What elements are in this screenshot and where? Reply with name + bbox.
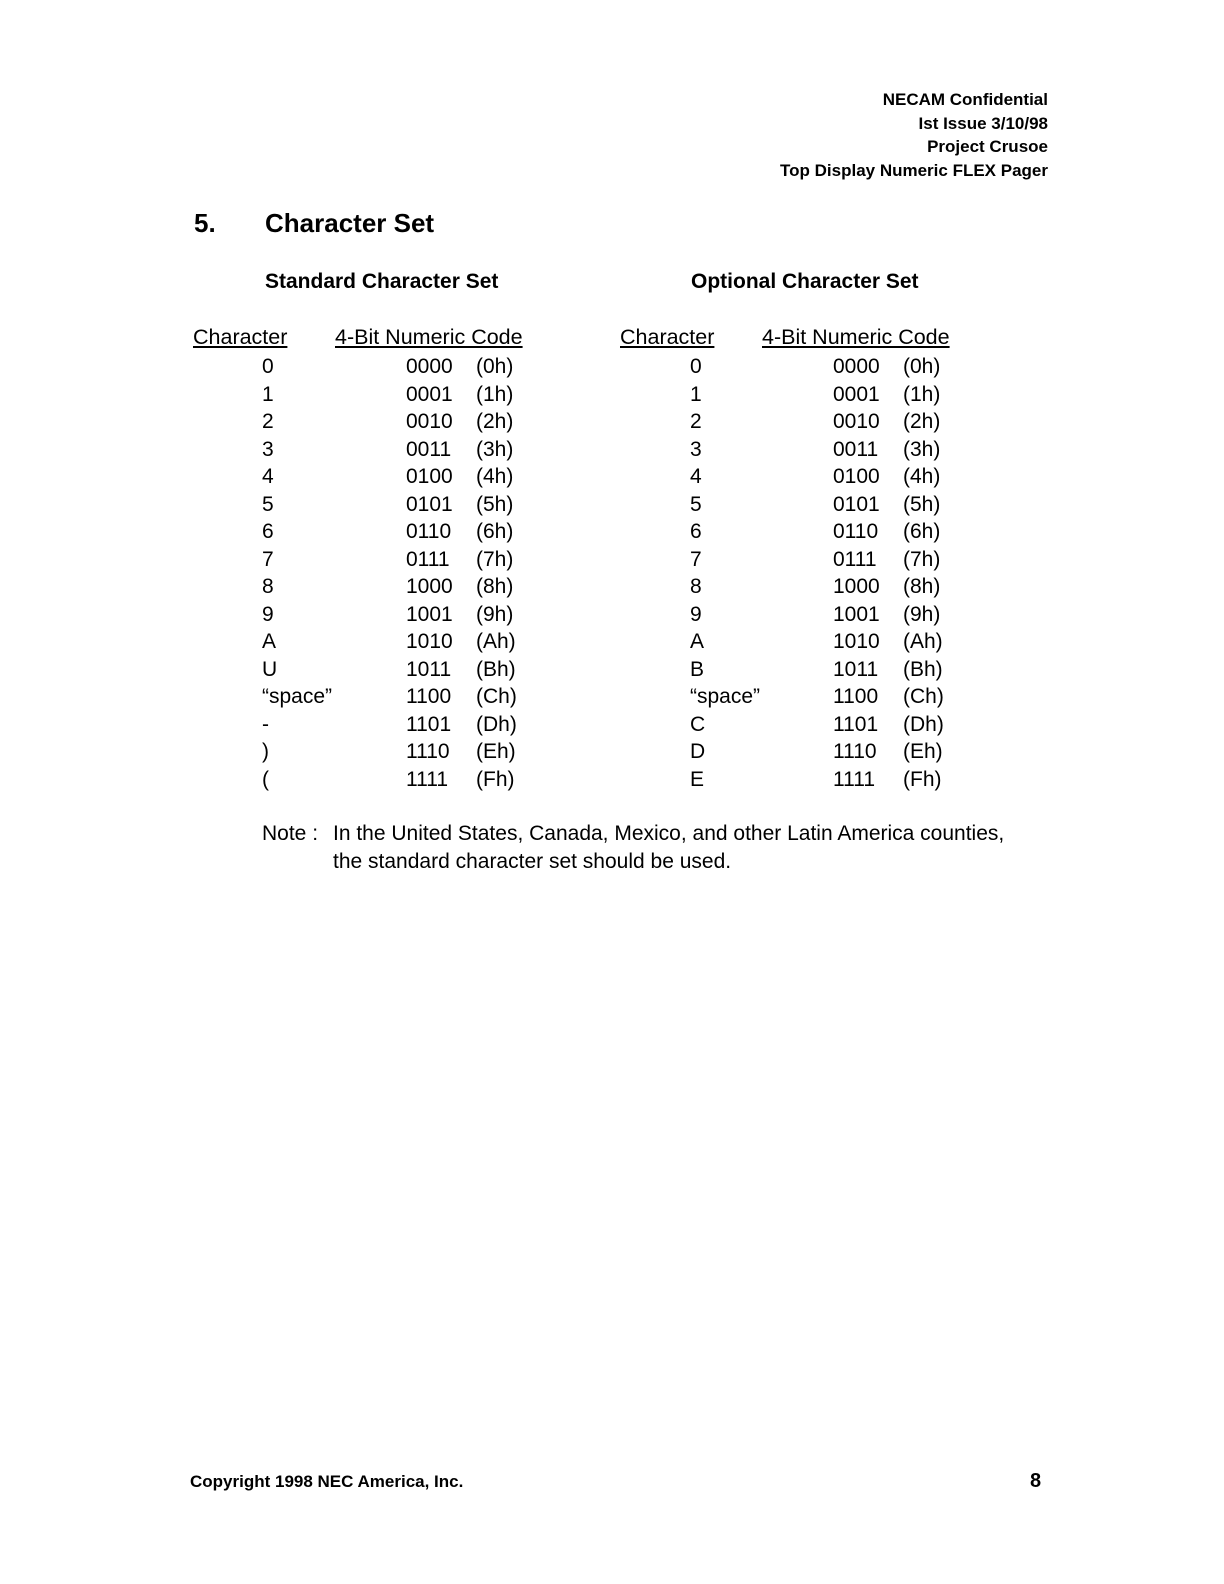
binary-code-cell: 0110: [833, 520, 879, 543]
table-row: [0, 573, 1224, 601]
character-cell: “space”: [690, 685, 761, 708]
hex-code-cell: (Eh): [476, 740, 516, 763]
hex-code-cell: (Dh): [903, 712, 944, 736]
header-issue: Ist Issue 3/10/98: [918, 113, 1048, 133]
hex-code-cell: (Dh): [476, 712, 517, 736]
table-row: [0, 491, 1224, 519]
character-cell: U: [262, 657, 278, 681]
table-row: [0, 463, 1224, 491]
binary-code-cell: 0010: [833, 410, 880, 433]
character-cell: -: [262, 712, 269, 736]
optional-character-table: [0, 353, 1224, 793]
standard-code-header: 4-Bit Numeric Code: [335, 325, 523, 349]
binary-code-cell: 1001: [406, 602, 453, 626]
hex-code-cell: (1h): [903, 382, 941, 406]
optional-code-header: 4-Bit Numeric Code: [762, 325, 950, 349]
hex-code-cell: (5h): [476, 492, 514, 516]
table-row: [0, 711, 1224, 739]
binary-code-cell: 0000: [833, 355, 880, 378]
table-row: [0, 436, 1224, 464]
standard-character-header: Character: [193, 325, 288, 349]
hex-code-cell: (0h): [903, 355, 941, 378]
hex-code-cell: (5h): [903, 492, 941, 516]
binary-code-cell: 0001: [833, 382, 880, 406]
standard-set-title: Standard Character Set: [265, 270, 499, 293]
binary-code-cell: 1110: [833, 740, 877, 763]
hex-code-cell: (4h): [476, 465, 514, 488]
character-cell: 4: [262, 465, 274, 488]
binary-code-cell: 0011: [833, 437, 879, 461]
table-row: [0, 381, 1224, 409]
table-row: [0, 353, 1224, 381]
binary-code-cell: 1000: [833, 575, 880, 598]
hex-code-cell: (8h): [903, 575, 941, 598]
character-cell: 9: [262, 602, 274, 626]
note-label: Note :: [262, 822, 319, 845]
hex-code-cell: (3h): [903, 437, 941, 461]
character-cell: A: [262, 630, 277, 653]
optional-character-header: Character: [620, 325, 715, 349]
binary-code-cell: 1101: [406, 712, 452, 736]
table-row: [0, 683, 1224, 711]
table-row: [0, 601, 1224, 629]
table-row: [0, 738, 1224, 766]
character-cell: 2: [262, 410, 274, 433]
character-cell: A: [690, 630, 705, 653]
hex-code-cell: (3h): [476, 437, 514, 461]
section-number: 5.: [194, 208, 216, 238]
binary-code-cell: 0100: [406, 465, 453, 488]
optional-set-title: Optional Character Set: [691, 270, 919, 293]
header-product: Top Display Numeric FLEX Pager: [780, 160, 1048, 180]
table-row: [0, 408, 1224, 436]
character-cell: 4: [690, 465, 702, 488]
hex-code-cell: (2h): [476, 410, 514, 433]
document-header: [780, 88, 1048, 182]
hex-code-cell: (Ah): [476, 630, 516, 653]
binary-code-cell: 1001: [833, 602, 880, 626]
hex-code-cell: (Ch): [476, 685, 517, 708]
binary-code-cell: 1101: [833, 712, 879, 736]
character-cell: (: [262, 767, 269, 791]
table-row: [0, 656, 1224, 684]
character-cell: ): [262, 740, 269, 763]
hex-code-cell: (8h): [476, 575, 514, 598]
hex-code-cell: (7h): [476, 547, 514, 571]
character-cell: 5: [262, 492, 274, 516]
character-cell: B: [690, 657, 705, 681]
hex-code-cell: (Bh): [476, 657, 516, 681]
character-cell: “space”: [262, 685, 333, 708]
table-row: [0, 628, 1224, 656]
hex-code-cell: (6h): [476, 520, 514, 543]
character-cell: C: [690, 712, 706, 736]
binary-code-cell: 0101: [406, 492, 453, 516]
character-cell: 6: [690, 520, 702, 543]
binary-code-cell: 1011: [406, 657, 452, 681]
hex-code-cell: (0h): [476, 355, 514, 378]
character-cell: 3: [690, 437, 702, 461]
character-cell: 7: [690, 547, 702, 571]
binary-code-cell: 1010: [833, 630, 880, 653]
character-cell: 5: [690, 492, 702, 516]
character-cell: 8: [262, 575, 274, 598]
note-text: In the United States, Canada, Mexico, and other Latin America counties, the standard character set should be used.: [333, 822, 1005, 873]
binary-code-cell: 0001: [406, 382, 453, 406]
binary-code-cell: 1011: [833, 657, 879, 681]
binary-code-cell: 0110: [406, 520, 452, 543]
binary-code-cell: 0100: [833, 465, 880, 488]
binary-code-cell: 0111: [833, 547, 877, 571]
header-confidential: NECAM Confidential: [882, 90, 1048, 109]
character-cell: 2: [690, 410, 702, 433]
character-cell: 9: [690, 602, 702, 626]
character-cell: 1: [690, 382, 702, 406]
character-cell: 7: [262, 547, 274, 571]
table-row: [0, 546, 1224, 574]
character-cell: 6: [262, 520, 274, 543]
hex-code-cell: (Fh): [903, 767, 942, 791]
hex-code-cell: (Ah): [903, 630, 943, 653]
binary-code-cell: 0101: [833, 492, 880, 516]
binary-code-cell: 0000: [406, 355, 453, 378]
binary-code-cell: 1100: [406, 685, 452, 708]
copyright: Copyright 1998 NEC America, Inc.: [190, 1472, 464, 1491]
binary-code-cell: 0011: [406, 437, 452, 461]
character-cell: E: [690, 767, 705, 791]
hex-code-cell: (1h): [476, 382, 514, 406]
hex-code-cell: (6h): [903, 520, 941, 543]
section-title: Character Set: [265, 208, 435, 238]
binary-code-cell: 1010: [406, 630, 453, 653]
character-cell: 1: [262, 382, 274, 406]
character-cell: 3: [262, 437, 274, 461]
hex-code-cell: (7h): [903, 547, 941, 571]
character-cell: 0: [690, 355, 702, 378]
table-row: [0, 518, 1224, 546]
hex-code-cell: (2h): [903, 410, 941, 433]
character-cell: D: [690, 740, 706, 763]
hex-code-cell: (Eh): [903, 740, 943, 763]
hex-code-cell: (Bh): [903, 657, 943, 681]
hex-code-cell: (9h): [903, 602, 941, 626]
character-cell: 8: [690, 575, 702, 598]
binary-code-cell: 1000: [406, 575, 453, 598]
character-cell: 0: [262, 355, 274, 378]
binary-code-cell: 0111: [406, 547, 450, 571]
header-project: Project Crusoe: [927, 137, 1048, 156]
hex-code-cell: (4h): [903, 465, 941, 488]
table-row: [0, 766, 1224, 794]
binary-code-cell: 0010: [406, 410, 453, 433]
binary-code-cell: 1111: [406, 767, 449, 791]
page-number: 8: [1030, 1470, 1042, 1492]
hex-code-cell: (9h): [476, 602, 514, 626]
binary-code-cell: 1100: [833, 685, 879, 708]
hex-code-cell: (Fh): [476, 767, 515, 791]
binary-code-cell: 1110: [406, 740, 450, 763]
hex-code-cell: (Ch): [903, 685, 944, 708]
binary-code-cell: 1111: [833, 767, 876, 791]
